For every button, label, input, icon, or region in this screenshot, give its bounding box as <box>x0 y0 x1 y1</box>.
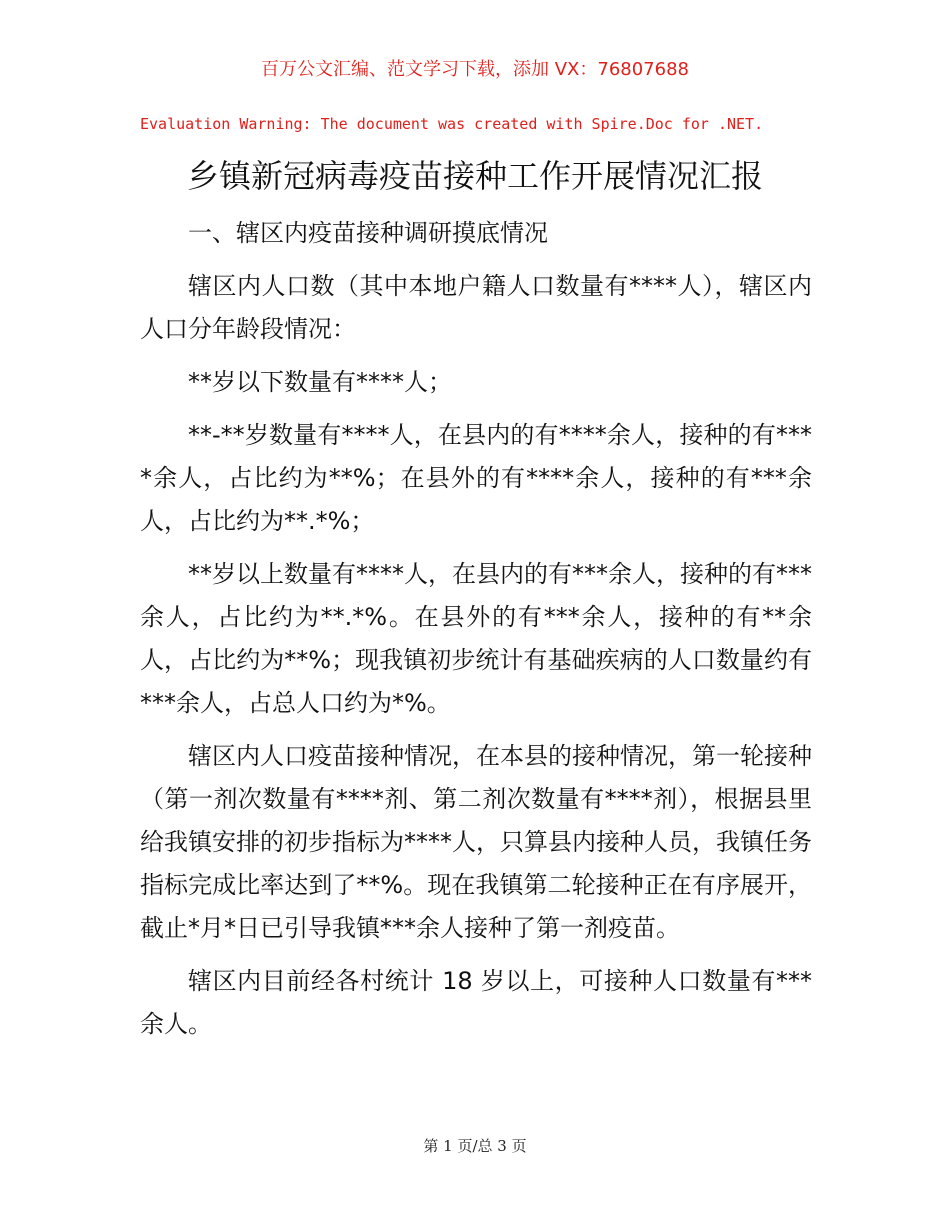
paragraph: 辖区内人口疫苗接种情况，在本县的接种情况，第一轮接种（第一剂次数量有****剂、第二剂次数量有****剂），根据县里给我镇安排的初步指标为****人，只算县内接种人员，我镇任务指标完成比率达到了**%。现在我镇第二轮接种正在有序展开，截止*月*日已引导我镇***余人接种了第一剂疫苗。 <box>140 742 812 942</box>
document-title: 乡镇新冠病毒疫苗接种工作开展情况汇报 <box>186 157 763 195</box>
paragraph: 辖区内人口数（其中本地户籍人口数量有****人），辖区内人口分年龄段情况： <box>140 272 812 343</box>
section-heading: 一、辖区内疫苗接种调研摸底情况 <box>188 219 548 247</box>
evaluation-warning: Evaluation Warning: The document was created with Spire.Doc for .NET. <box>140 115 764 133</box>
paragraph: 辖区内目前经各村统计 18 岁以上，可接种人口数量有***余人。 <box>140 967 812 1038</box>
header-banner: 百万公文汇编、范文学习下载，添加 VX：76807688 <box>261 59 689 80</box>
paragraph: **-**岁数量有****人，在县内的有****余人，接种的有****余人，占比约为**%；在县外的有****余人，接种的有***余人，占比约为**.*%； <box>140 421 812 535</box>
paragraph: **岁以上数量有****人，在县内的有***余人，接种的有***余人，占比约为**.*%。在县外的有***余人，接种的有**余人，占比约为**%；现我镇初步统计有基础疾病的人口数量约有***余人，占总人口约为*%。 <box>140 560 812 717</box>
document-body <box>140 212 812 1056</box>
page-number-footer: 第 1 页/总 3 页 <box>423 1137 527 1155</box>
paragraph: **岁以下数量有****人； <box>188 368 452 396</box>
